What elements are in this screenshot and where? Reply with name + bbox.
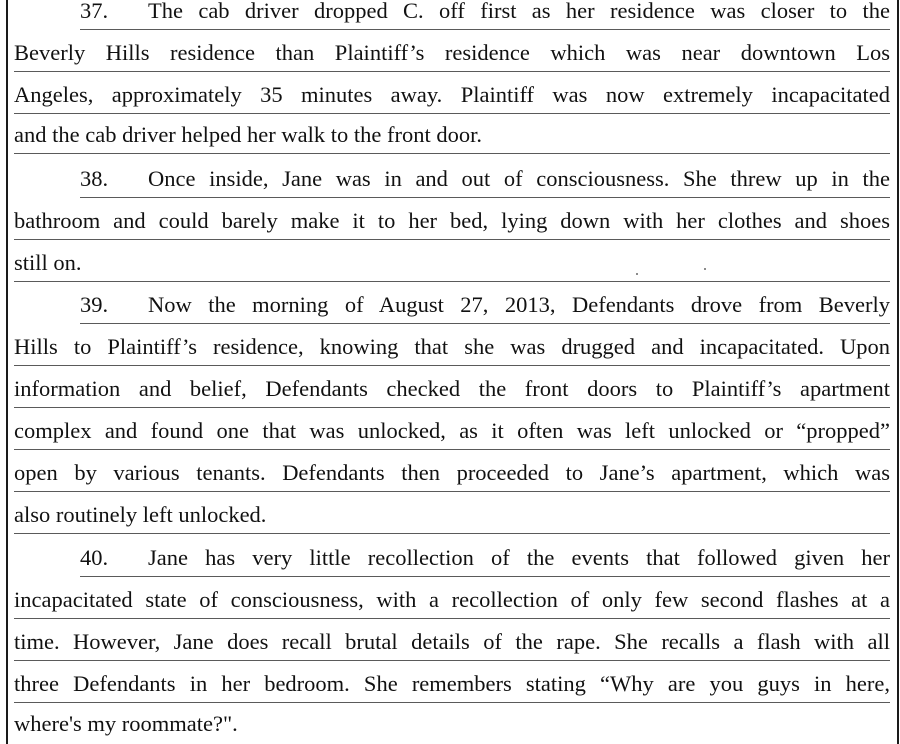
paragraph-38-line-2: bathroom and could barely make it to her bed, lying down with her clothes and shoes — [14, 202, 890, 240]
scan-speck — [704, 268, 706, 270]
paragraph-number-39: 39. — [80, 292, 109, 317]
paragraph-number-38: 38. — [80, 166, 109, 191]
paragraph-37-line-1 — [80, 0, 890, 30]
paragraph-38-line-1 — [80, 160, 890, 198]
paragraph-37-line-3: Angeles, approximately 35 minutes away. Plaintiff was now extremely incapacitated — [14, 76, 890, 114]
paragraph-40-line-5: where's my roommate?". — [14, 711, 238, 736]
paragraph-39-line-3: information and belief, Defendants checked the front doors to Plaintiff’s apartment — [14, 370, 890, 408]
paragraph-39-line-6: also routinely left unlocked. — [14, 496, 890, 534]
paragraph-number-40: 40. — [80, 545, 109, 570]
paragraph-39-line-5: open by various tenants. Defendants then proceeded to Jane’s apartment, which was — [14, 454, 890, 492]
right-margin-rule — [897, 0, 899, 744]
paragraph-40-line-3: time. However, Jane does recall brutal details of the rape. She recalls a flash with all — [14, 623, 890, 661]
paragraph-37-text-1: The cab driver dropped C. off first as her residence was closer to the — [148, 0, 890, 23]
paragraph-40-line-4: three Defendants in her bedroom. She remembers stating “Why are you guys in here, — [14, 665, 890, 703]
paragraph-39-line-4: complex and found one that was unlocked, as it often was left unlocked or “propped” — [14, 412, 890, 450]
paragraph-40-line-1 — [80, 539, 890, 577]
paragraph-40-text-1: Jane has very little recollection of the events that followed given her — [148, 545, 890, 570]
paragraph-39-line-2: Hills to Plaintiff’s residence, knowing that she was drugged and incapacitated. Upon — [14, 328, 890, 366]
paragraph-39-line-1 — [80, 286, 890, 324]
paragraph-39-text-1: Now the morning of August 27, 2013, Defendants drove from Beverly — [148, 292, 890, 317]
scan-speck — [636, 273, 638, 275]
paragraph-37-line-4: and the cab driver helped her walk to the front door. — [14, 116, 890, 154]
paragraph-38-line-3: still on. — [14, 244, 890, 282]
paragraph-38-text-1: Once inside, Jane was in and out of consciousness. She threw up in the — [148, 166, 890, 191]
paragraph-37-line-2: Beverly Hills residence than Plaintiff’s residence which was near downtown Los — [14, 34, 890, 72]
paragraph-40-line-2: incapacitated state of consciousness, with a recollection of only few second flashes at a — [14, 581, 890, 619]
paragraph-number-37: 37. — [80, 0, 109, 23]
left-margin-rule — [6, 0, 8, 744]
